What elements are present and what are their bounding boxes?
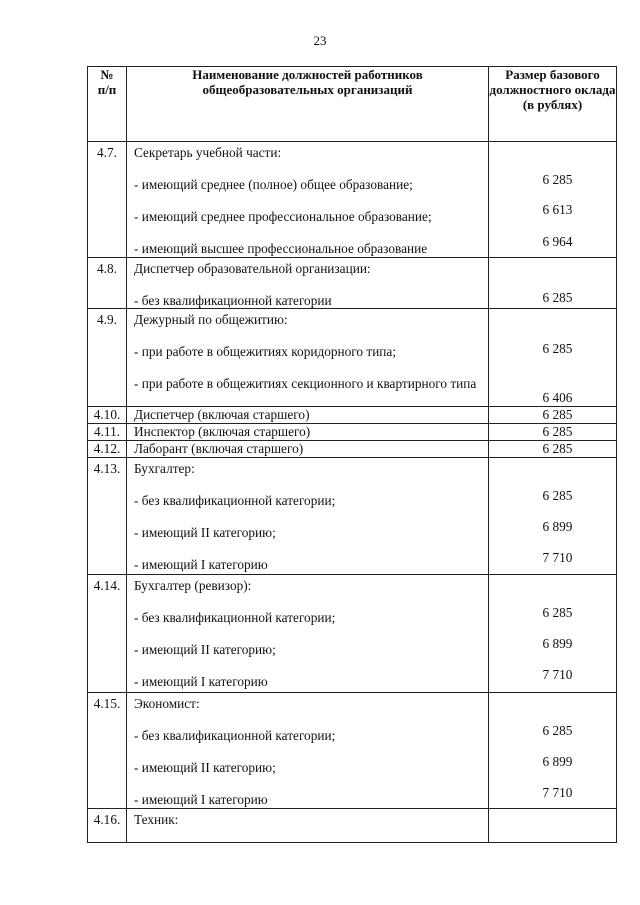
position-title: Бухгалтер (ревизор): [134, 578, 252, 593]
position-item-label: - имеющий II категорию; [134, 642, 276, 657]
position-item-label: - имеющий II категорию; [134, 525, 276, 540]
position-item-label: - имеющий I категорию [134, 792, 268, 807]
position-cell [127, 693, 489, 809]
salary-value: 6 285 [542, 723, 573, 738]
position-title: Экономист: [134, 696, 200, 711]
position-cell [127, 809, 489, 843]
position-title: Секретарь учебной части: [134, 145, 282, 160]
salary-cell [489, 258, 617, 309]
salary-cell [489, 575, 617, 693]
position-cell [127, 575, 489, 693]
salary-value: 6 285 [542, 424, 573, 439]
row-number: 4.9. [88, 309, 127, 407]
table-row [88, 693, 617, 809]
row-number: 4.16. [88, 809, 127, 843]
position-item-label: - без квалификационной категории; [134, 610, 336, 625]
salary-cell [489, 142, 617, 258]
salary-value: 6 406 [542, 390, 573, 405]
salary-value: 6 964 [542, 234, 573, 249]
table-row [88, 458, 617, 575]
position-item-label: - имеющий среднее (полное) общее образование; [134, 177, 413, 192]
table-row [88, 809, 617, 843]
salary-cell [489, 693, 617, 809]
table-row [88, 407, 617, 424]
position-item-label: - имеющий высшее профессиональное образование [134, 241, 428, 256]
position-title: Инспектор (включая старшего) [134, 424, 311, 439]
salary-cell [489, 309, 617, 407]
header-base-salary: Размер базового должностного оклада (в рублях) [489, 67, 617, 142]
salary-value: 6 285 [542, 488, 573, 503]
salary-value: 7 710 [542, 550, 573, 565]
salary-value: 6 613 [542, 202, 573, 217]
row-number: 4.10. [88, 407, 127, 424]
row-number: 4.12. [88, 441, 127, 458]
salary-value: 6 899 [542, 636, 573, 651]
table-row [88, 142, 617, 258]
salary-value: 6 899 [542, 519, 573, 534]
salary-value: 6 285 [542, 605, 573, 620]
position-item-label: - без квалификационной категории; [134, 728, 336, 743]
position-title: Лаборант (включая старшего) [134, 441, 304, 456]
row-number: 4.7. [88, 142, 127, 258]
salary-value: 6 285 [542, 407, 573, 422]
salary-cell [489, 424, 617, 441]
salary-table [87, 66, 617, 843]
row-number: 4.14. [88, 575, 127, 693]
salary-value: 6 285 [542, 441, 573, 456]
salary-cell [489, 809, 617, 843]
salary-cell [489, 458, 617, 575]
salary-value: 6 899 [542, 754, 573, 769]
header-position-name: Наименование должностей работников общеобразовательных организаций [127, 67, 489, 142]
position-item-label: - имеющий I категорию [134, 674, 268, 689]
position-item-label: - без квалификационной категории; [134, 493, 336, 508]
position-item-label: - при работе в общежитиях коридорного типа; [134, 344, 397, 359]
position-item-label: - при работе в общежитиях секционного и квартирного типа [134, 376, 477, 391]
position-cell [127, 424, 489, 441]
table-header-row [88, 67, 617, 142]
salary-cell [489, 441, 617, 458]
salary-value: 6 285 [542, 341, 573, 356]
position-item-label: - имеющий среднее профессиональное образование; [134, 209, 432, 224]
position-title: Техник: [134, 812, 179, 827]
header-number: № п/п [88, 67, 127, 142]
position-item-label: - без квалификационной категории [134, 293, 332, 308]
position-title: Дежурный по общежитию: [134, 312, 288, 327]
row-number: 4.13. [88, 458, 127, 575]
table-row [88, 309, 617, 407]
position-cell [127, 309, 489, 407]
salary-value: 7 710 [542, 667, 573, 682]
salary-value: 6 285 [542, 172, 573, 187]
salary-value: 6 285 [542, 290, 573, 305]
position-item-label: - имеющий I категорию [134, 557, 268, 572]
table-row [88, 575, 617, 693]
position-item-label: - имеющий II категорию; [134, 760, 276, 775]
table-row [88, 424, 617, 441]
row-number: 4.15. [88, 693, 127, 809]
position-title: Диспетчер (включая старшего) [134, 407, 310, 422]
position-cell [127, 142, 489, 258]
position-title: Бухгалтер: [134, 461, 195, 476]
row-number: 4.11. [88, 424, 127, 441]
row-number: 4.8. [88, 258, 127, 309]
table-row [88, 258, 617, 309]
table-row [88, 441, 617, 458]
page-number: 23 [313, 33, 327, 48]
salary-cell [489, 407, 617, 424]
position-cell [127, 407, 489, 424]
position-cell [127, 441, 489, 458]
position-cell [127, 458, 489, 575]
position-title: Диспетчер образовательной организации: [134, 261, 371, 276]
salary-value: 7 710 [542, 785, 573, 800]
position-cell [127, 258, 489, 309]
